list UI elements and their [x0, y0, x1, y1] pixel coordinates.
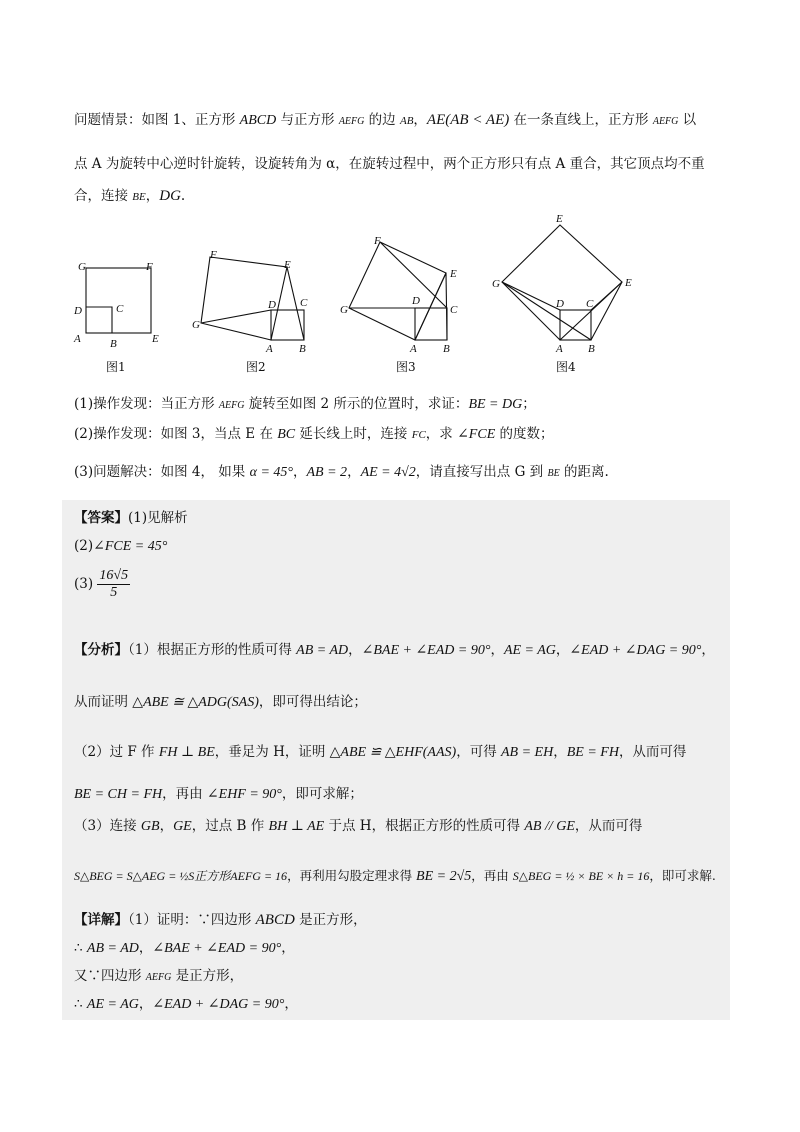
fig3-square-abcd [415, 308, 447, 340]
fig3-label-f: F [374, 235, 381, 247]
fig2-label-c: C [300, 297, 308, 309]
fig4-label-e-top: E [556, 213, 563, 225]
answer-line-2: (2)∠FCE = 45° [74, 538, 168, 554]
fig3-label-a: A [410, 343, 417, 355]
answer-fraction: $\frac{16√5}{5}$ [99, 568, 129, 600]
detail-line-1: 【详解】（1）证明：∵四边形 ABCD 是正方形， [74, 912, 367, 928]
fig3-square-aefg [349, 242, 446, 340]
detail-line-4: ∴ AE = AG，∠EAD + ∠DAG = 90°， [74, 996, 298, 1012]
fig3-label-c: C [450, 304, 458, 316]
question-2: (2)操作发现：如图 3，当点 E 在 BC 延长线上时，连接 FC，求 ∠FCE 的度数； [74, 426, 554, 442]
fig1-label-d: D [74, 305, 82, 317]
fig2-square-abcd [271, 310, 304, 340]
fig4-square-aefg [502, 225, 622, 340]
answer-line-3: (3) $\frac{16√5}{5}$ [74, 568, 129, 600]
problem-line-2: 点 A 为旋转中心逆时针旋转，设旋转角为 α，在旋转过程中，两个正方形只有点 A 重合，其它顶点均不重 [74, 156, 705, 172]
detail-line-2: ∴ AB = AD，∠BAE + ∠EAD = 90°， [74, 940, 295, 956]
fig1-label-e: E [152, 333, 159, 345]
fig4-label-d: D [556, 298, 564, 310]
fig1-label-f: F [146, 261, 153, 273]
question-1: (1)操作发现：当正方形 AEFG 旋转至如图 2 所示的位置时，求证：BE = DG； [74, 396, 536, 412]
fig1-label-c: C [116, 303, 124, 315]
fig4-caption: 图4 [556, 360, 576, 374]
fig2-label-e: E [284, 259, 291, 271]
fig4-label-b: B [588, 343, 595, 355]
problem-line-1: 问题情景：如图 1、正方形 ABCD 与正方形 AEFG 的边 AB，AE(AB < AE) 在一条直线上，正方形 AEFG 以 [74, 112, 697, 128]
fig3-caption: 图3 [396, 360, 416, 374]
fig1-label-g: G [78, 261, 86, 273]
analysis-line-3: （2）过 F 作 FH ⊥ BE，垂足为 H，证明 △ABE ≌ △EHF(AAS)，可得 AB = EH，BE = FH，从而可得 [74, 744, 687, 760]
fig2-label-g: G [192, 319, 200, 331]
fig3-label-b: B [443, 343, 450, 355]
fig4-label-a: A [556, 343, 563, 355]
fig2-caption: 图2 [246, 360, 266, 374]
fig1-label-a: A [74, 333, 81, 345]
detail-line-3: 又∵四边形 AEFG 是正方形， [74, 968, 244, 984]
fig1-caption: 图1 [106, 360, 126, 374]
fig3-label-e: E [450, 268, 457, 280]
fig1-square-abcd [86, 307, 112, 333]
fig1-square-aefg [86, 268, 151, 333]
fig2-label-f: F [210, 249, 217, 261]
fig1-label-b: B [110, 338, 117, 350]
analysis-line-5: （3）连接 GB，GE，过点 B 作 BH ⊥ AE 于点 H，根据正方形的性质可得 AB // GE，从而可得 [74, 818, 643, 834]
fig4-label-e: E [625, 277, 632, 289]
fig2-label-d: D [268, 299, 276, 311]
fig3-label-d: D [412, 295, 420, 307]
figures [60, 210, 720, 380]
geometry-figures [60, 210, 720, 380]
analysis-line-2: 从而证明 △ABE ≅ △ADG(SAS)，即可得出结论； [74, 694, 367, 710]
fig4-label-g: G [492, 278, 500, 290]
analysis-line-6: S△BEG = S△AEG = ½S正方形AEFG = 16，再利用勾股定理求得 BE = 2√5，再由 S△BEG = ½ × BE × h = 16，即可求解. [74, 868, 716, 884]
fig2-label-a: A [266, 343, 273, 355]
question-3: (3)问题解决：如图 4， 如果 α = 45°，AB = 2，AE = 4√2，请直接写出点 G 到 BE 的距离. [74, 464, 609, 480]
fig3-label-g: G [340, 304, 348, 316]
fig2-label-b: B [299, 343, 306, 355]
problem-line-3: 合，连接 BE，DG. [74, 188, 186, 204]
answer-line-1: 【答案】(1)见解析 [74, 510, 188, 526]
analysis-line-1: 【分析】（1）根据正方形的性质可得 AB = AD，∠BAE + ∠EAD = 90°，AE = AG，∠EAD + ∠DAG = 90°， [74, 642, 715, 658]
fig4-label-c: C [586, 298, 594, 310]
analysis-line-4: BE = CH = FH，再由 ∠EHF = 90°，即可求解； [74, 786, 363, 802]
